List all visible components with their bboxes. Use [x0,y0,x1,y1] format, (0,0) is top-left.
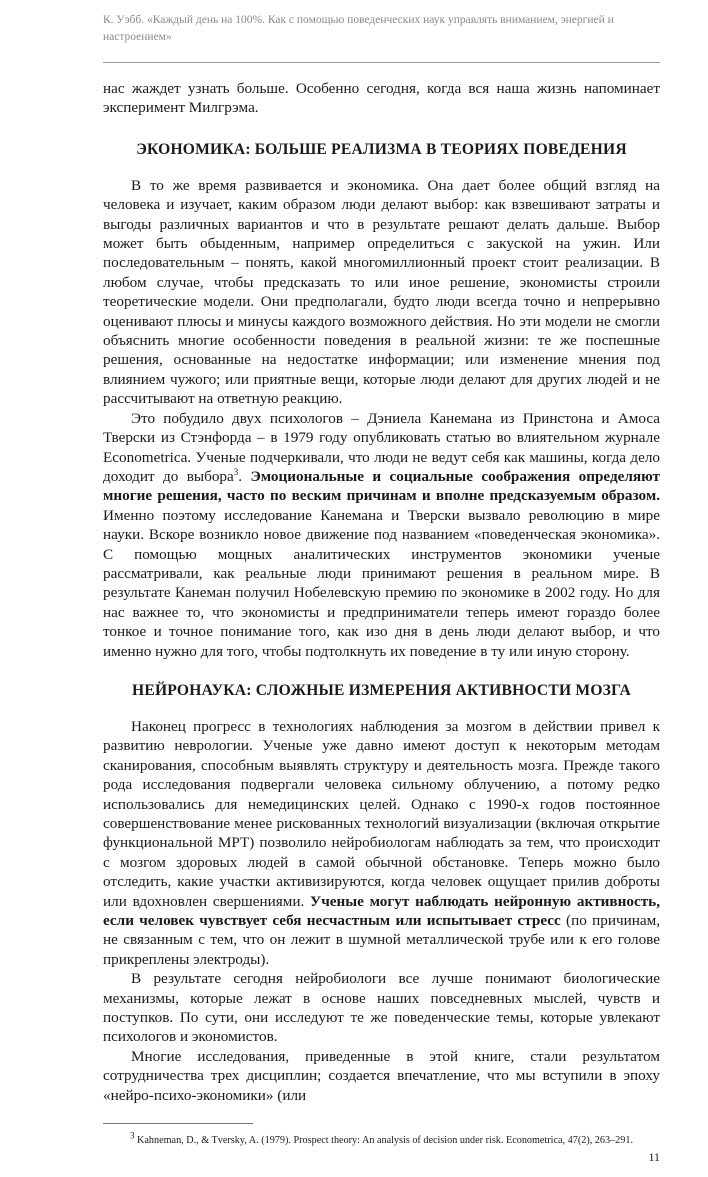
footnote-text: Kahneman, D., & Tversky, A. (1979). Prospect theory: An analysis of decision under risk. Econometrica, 47(2), 263–291. [137,1135,634,1147]
page-body [103,79,660,1105]
footnote-divider [103,1123,253,1124]
bold-emphasis: Ученые могут наблюдать нейронную активность, если человек чувствует себя несчастным или испытывает стресс [103,892,660,930]
section-heading-economics: ЭКОНОМИКА: БОЛЬШЕ РЕАЛИЗМА В ТЕОРИЯХ ПОВЕДЕНИЯ [136,140,627,158]
paragraph-text: (по причинам, не связанным с тем, что он лежит в шумной металлической трубе или к его голове прикреплены электроды). [103,912,661,968]
header-divider [103,62,660,63]
footnote [103,1130,660,1148]
footnote-reference[interactable]: 3 [233,466,239,477]
paragraph [103,717,660,969]
paragraph: Это побудило двух психологов – Дэниела Канемана из Принстона и Амоса Тверски из Стэнфорда – в 1979 году опубликовать статью во влиятельном журнале Econometrica. Ученые подчеркивали, что люди не ведут себя как машины, когда дело доходит до выбора$^3$. Эмоциональные и социальные соображения определяют многие решения, часто по веским причинам и вполне предсказуемым образом. Именно поэтому исследование Канемана и Тверски вызвало революцию в мире науки. Вскоре возникло новое движение под названием «поведенческая экономика». С помощью мощных аналитических инструментов экономики ученые рассматривали, как реальные люди принимают решения в реальном мире. В результате Канеман получил Нобелевскую премию по экономике в 2002 году. Но для нас важнее то, что экономисты и предприниматели теперь имеют гораздо более тонкое и точное понимание того, как изо дня в день люди делают выбор, и что именно нужно для того, чтобы подтолкнуть их поведение в ту или иную сторону. [103,409,660,660]
section-heading-neuroscience: НЕЙРОНАУКА: СЛОЖНЫЕ ИЗМЕРЕНИЯ АКТИВНОСТИ МОЗГА [132,681,631,699]
paragraph-text: Наконец прогресс в технологиях наблюдения за мозгом в действии привел к развитию неврологии. Ученые уже давно имеют доступ к некоторым методам сканирования, способным выявлять структуру и деятельность мозга. Прежде такого рода исследования подвергали человека сильному облучению, а потому редко использовались для немедицинских целей. Однако с 1990-х годов постоянное совершенствование менее рискованных технологий визуализации (включая открытие функциональной МРТ) позволило нейробиологам наблюдать за тем, что происходит с мозгом здоровых людей в самой обычной обстановке. Теперь можно было отследить, какие участки активизируются, когда человек ощущает прилив доброты или вдохновлен свершениями. [103,717,660,910]
footnote-mark: 3 [129,1130,135,1141]
page [103,0,660,1177]
paragraph: нас жаждет узнать больше. Особенно сегодня, когда вся наша жизнь напоминает эксперимент Милгрэма. [103,80,660,117]
paragraph: Многие исследования, приведенные в этой книге, стали результатом сотрудничества трех дисциплин; создается впечатление, что мы вступили в эпоху «нейро-психо-экономики» (или [103,1047,660,1104]
paragraph: В то же время развивается и экономика. Она дает более общий взгляд на человека и изучает, каким образом люди делают выбор: как взвешивают затраты и выгоды различных вариантов и что в результате решают делать дальше. Выбор может быть обыденным, например определиться с закуской на ужин. Или последовательным – понять, какой многомиллионный проект стоит реализации. В любом случае, чтобы предсказать то или иное решение, экономисты строили теоретические модели. Они предполагали, будто люди всегда точно и непрерывно оценивают плюсы и минусы каждого возможного действия. Но эти модели не смогли объяснить многие особенности поведения в реальной жизни: те же поспешные решения, основанные на недостатке информации; или изменение мнения под влиянием чужого; или приятные вещи, которые люди делают для других людей и не рассчитывают на ответную реакцию. [103,176,660,408]
paragraph-text: Именно поэтому исследование Канемана и Тверски вызвало революцию в мире науки. Вскоре возникло новое движение под названием «поведенческая экономика». С помощью мощных аналитических инструментов экономики ученые рассматривали, как реальные люди принимают решения в реальном мире. В результате Канеман получил Нобелевскую премию по экономике в 2002 году. Но для нас важнее то, что экономисты и предприниматели теперь имеют гораздо более тонкое и точное понимание того, как изо дня в день люди делают выбор, и что именно нужно для того, чтобы подтолкнуть их поведение в ту или иную сторону. [103,506,660,660]
paragraph-text: Это побудило двух психологов – Дэниела Канемана из Принстона и Амоса Тверски из Стэнфорда – в 1979 году опубликовать статью во влиятельном журнале Econometrica. Ученые подчеркивали, что люди не ведут себя как машины, когда дело доходит до выбора [103,409,660,485]
running-header: К. Уэбб. «Каждый день на 100%. Как с помощью поведенческих наук управлять вниманием, энергией и настроением» [103,14,614,43]
paragraph: В результате сегодня нейробиологи все лучше понимают биологические механизмы, которые лежат в основе наших повседневных мыслей, чувств и поступков. По сути, они исследуют те же поведенческие темы, которые увлекают психологов и экономистов. [103,970,660,1046]
page-number: 11 [648,1150,660,1165]
bold-emphasis: Эмоциональные и социальные соображения определяют многие решения, часто по веским причинам и вполне предсказуемым образом. [103,467,660,505]
